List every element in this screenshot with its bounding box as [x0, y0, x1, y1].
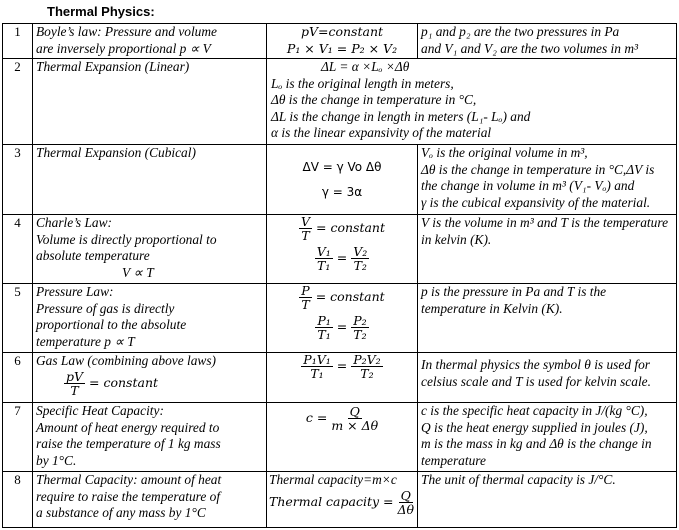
- formula-cell: pV=constant P₁ × V₁ = P₂ × V₂: [267, 24, 418, 59]
- table-row: [3, 59, 677, 145]
- topic-cell: Thermal Capacity: amount of heat require to raise the temperature of a substance of any mass by 1°C: [33, 472, 267, 528]
- notes-cell: p is the pressure in Pa and T is the temperature in Kelvin (K).: [418, 284, 677, 353]
- row-number: 7: [3, 403, 33, 472]
- topic-cell: Thermal Expansion (Linear): [33, 59, 267, 145]
- row-number: 3: [3, 145, 33, 215]
- page-title: Thermal Physics:: [47, 4, 155, 19]
- formula-cell: $\frac{V}{T}$ = constant $\frac{\text{V₁}}{\text{T₁}}$ = $\frac{\text{V₂}}{\text{T₂}}$: [267, 215, 418, 284]
- topic-cell: Boyle’s law: Pressure and volume are inversely proportional p ∝ V: [33, 24, 267, 59]
- row-number: 6: [3, 353, 33, 403]
- formula-cell: ΔV = γ Vo Δθ γ = 3α: [267, 145, 418, 215]
- table-row: [3, 403, 677, 472]
- table-row: [3, 24, 677, 59]
- notes-cell: V is the volume in m³ and T is the temperature in kelvin (K).: [418, 215, 677, 284]
- notes-cell: Vₒ is the original volume in m³, Δθ is the change in temperature in °C,ΔV is the change in volume in m³ (V₁- Vₒ) and γ is the cubical expansivity of the material.: [418, 145, 677, 215]
- row-number: 2: [3, 59, 33, 145]
- notes-cell: In thermal physics the symbol θ is used for celsius scale and T is used for kelvin scale.: [418, 353, 677, 403]
- topic-cell: Specific Heat Capacity: Amount of heat energy required to raise the temperature of 1 kg mass by 1°C.: [33, 403, 267, 472]
- formula-cell: Thermal capacity=m×c Thermal capacity = $\frac{Q}{\Delta\theta}$: [267, 472, 418, 528]
- thermal-physics-table: [2, 23, 677, 528]
- notes-cell: The unit of thermal capacity is J/°C.: [418, 472, 677, 528]
- topic-cell: Gas Law (combining above laws) $\frac{pV}{T}$ = constant: [33, 353, 267, 403]
- formula-notes-cell: ΔL = α ×Lₒ ×Δθ Lₒ is the original length in meters, Δθ is the change in temperature in °C, ΔL is the change in length in meters (L₁- Lₒ) and α is the linear expansivity of the material: [267, 59, 677, 145]
- formula-cell: $\frac{\text{P₁V₁}}{\text{T₁}}$ = $\frac{\text{P₂V₂}}{\text{T₂}}$: [267, 353, 418, 403]
- notes-cell: p₁ and p₂ are the two pressures in Pa and V₁ and V₂ are the two volumes in m³: [418, 24, 677, 59]
- row-number: 4: [3, 215, 33, 284]
- notes-cell: c is the specific heat capacity in J/(kg °C), Q is the heat energy supplied in joules (J), m is the mass in kg and Δθ is the change in temperature: [418, 403, 677, 472]
- row-number: 1: [3, 24, 33, 59]
- table-row: [3, 284, 677, 353]
- table-row: [3, 472, 677, 528]
- topic-cell: Charle’s Law: Volume is directly proportional to absolute temperature V ∝ T: [33, 215, 267, 284]
- topic-cell: Pressure Law: Pressure of gas is directly proportional to the absolute temperature p ∝ T: [33, 284, 267, 353]
- row-number: 5: [3, 284, 33, 353]
- row-number: 8: [3, 472, 33, 528]
- table-row: [3, 353, 677, 403]
- formula-cell: $\frac{P}{T}$ = constant $\frac{\text{P₁}}{\text{T₁}}$ = $\frac{\text{P₂}}{\text{T₂}}$: [267, 284, 418, 353]
- table-row: [3, 145, 677, 215]
- table-row: [3, 215, 677, 284]
- topic-cell: Thermal Expansion (Cubical): [33, 145, 267, 215]
- formula-cell: c = $\frac{Q}{m \times \Delta\theta}$: [267, 403, 418, 472]
